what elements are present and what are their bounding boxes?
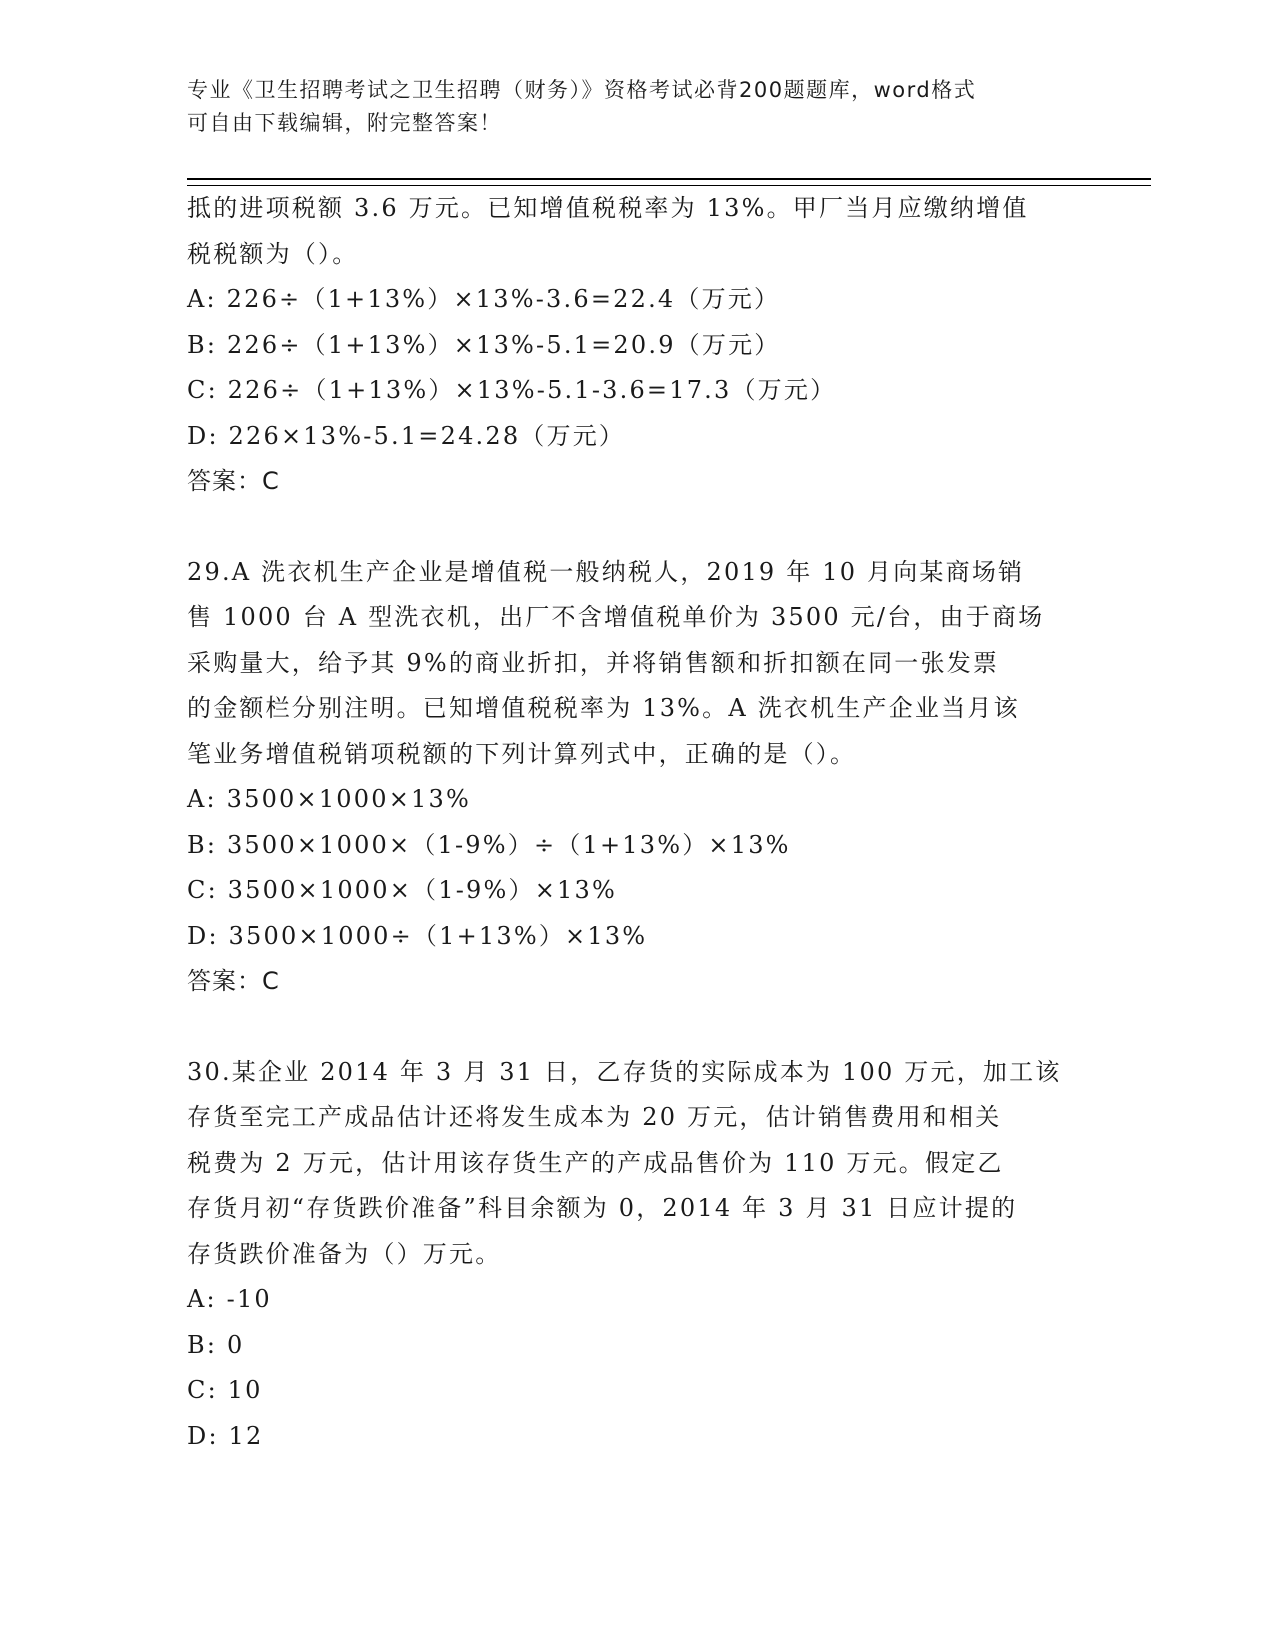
question-29 (187, 550, 1087, 1005)
option-b: B: 0 (187, 1330, 245, 1359)
option-a: A: -10 (187, 1285, 272, 1313)
option-b: B: 226÷（1+13%）×13%-5.1=20.9（万元） (187, 330, 781, 359)
document-body (187, 186, 1087, 1459)
question-stem-line: 税费为 2 万元，估计用该存货生产的产成品售价为 110 万元。假定乙 (187, 1148, 1004, 1177)
option-a: A: 3500×1000×13% (187, 785, 471, 813)
question-28 (187, 186, 1087, 505)
option-d: D: 3500×1000÷（1+13%）×13% (187, 921, 648, 950)
question-stem-line: 29.A 洗衣机生产企业是增值税一般纳税人，2019 年 10 月向某商场销 (187, 557, 1025, 586)
option-c: C: 226÷（1+13%）×13%-5.1-3.6=17.3（万元） (187, 376, 837, 404)
option-d: D: 226×13%-5.1=24.28（万元） (187, 421, 626, 450)
spacer (187, 1005, 1087, 1050)
question-stem-line: 30.某企业 2014 年 3 月 31 日，乙存货的实际成本为 100 万元，加工该 (187, 1057, 1062, 1086)
option-a: A: 226÷（1+13%）×13%-3.6=22.4（万元） (187, 285, 781, 313)
header-divider (187, 178, 1151, 186)
question-stem-line: 售 1000 台 A 型洗衣机，出厂不含增值税单价为 3500 元/台，由于商场 (187, 603, 1045, 631)
question-stem-line: 笔业务增值税销项税额的下列计算列式中，正确的是（）。 (187, 739, 857, 768)
question-stem-line: 采购量大，给予其 9%的商业折扣，并将销售额和折扣额在同一张发票 (187, 648, 1000, 677)
question-stem-line: 税税额为（）。 (187, 239, 359, 268)
answer-label: 答案：C (187, 967, 280, 995)
question-stem-line: 抵的进项税额 3.6 万元。已知增值税税率为 13%。甲厂当月应缴纳增值 (187, 194, 1029, 222)
header-line-1: 专业《卫生招聘考试之卫生招聘（财务）》资格考试必背200题题库，word格式 (187, 78, 977, 102)
answer-label: 答案：C (187, 467, 280, 495)
question-stem-line: 存货月初“存货跌价准备”科目余额为 0，2014 年 3 月 31 日应计提的 (187, 1194, 1018, 1222)
spacer (187, 505, 1087, 550)
document-header (187, 74, 1087, 140)
question-stem-line: 存货跌价准备为（）万元。 (187, 1239, 502, 1268)
question-30 (187, 1050, 1087, 1460)
option-b: B: 3500×1000×（1-9%）÷（1+13%）×13% (187, 830, 791, 859)
question-stem-line: 的金额栏分别注明。已知增值税税率为 13%。A 洗衣机生产企业当月该 (187, 694, 1020, 722)
option-d: D: 12 (187, 1421, 264, 1450)
option-c: C: 10 (187, 1376, 263, 1404)
header-line-2: 可自由下载编辑，附完整答案！ (187, 111, 502, 135)
question-stem-line: 存货至完工产成品估计还将发生成本为 20 万元，估计销售费用和相关 (187, 1103, 1002, 1131)
option-c: C: 3500×1000×（1-9%）×13% (187, 876, 617, 904)
